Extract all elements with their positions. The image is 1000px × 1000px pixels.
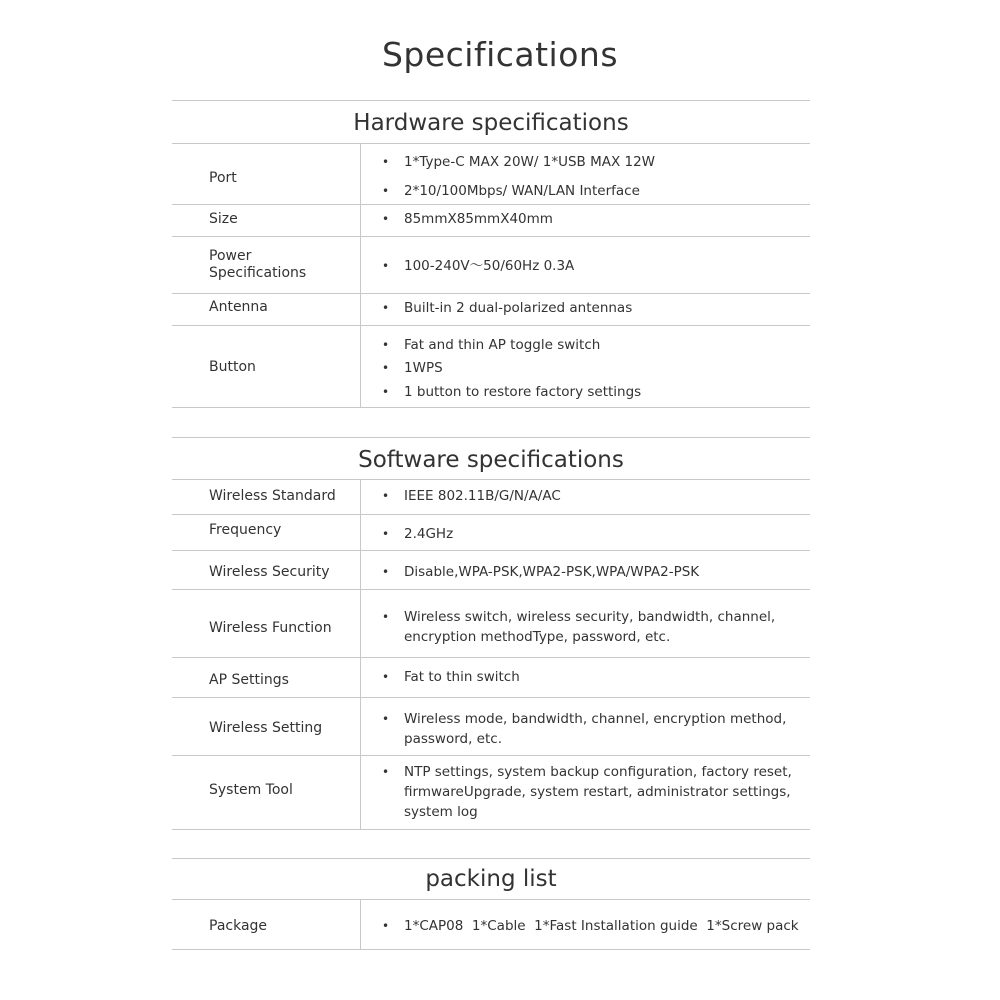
divider bbox=[172, 589, 810, 590]
spec-label-antenna: Antenna bbox=[209, 299, 268, 315]
spec-value: • Wireless mode, bandwidth, channel, encryption method, password, etc. bbox=[382, 711, 787, 747]
bullet-dot-icon: • bbox=[382, 765, 390, 779]
column-divider bbox=[360, 143, 361, 407]
divider bbox=[172, 204, 810, 205]
spec-value: • Fat and thin AP toggle switch bbox=[382, 337, 601, 353]
spec-label-wireless-function: Wireless Function bbox=[209, 620, 332, 636]
spec-label-wireless-setting: Wireless Setting bbox=[209, 720, 323, 736]
divider bbox=[172, 236, 810, 237]
spec-label-button: Button bbox=[209, 359, 256, 375]
bullet-dot-icon: • bbox=[382, 301, 390, 315]
divider bbox=[172, 657, 810, 658]
divider bbox=[172, 143, 810, 144]
divider bbox=[172, 949, 810, 950]
spec-value: • Fat to thin switch bbox=[382, 669, 520, 685]
spec-label-system-tool: System Tool bbox=[209, 782, 293, 798]
divider bbox=[172, 697, 810, 698]
bullet-dot-icon: • bbox=[382, 565, 390, 579]
section-title-software: Software specifications bbox=[358, 447, 624, 473]
bullet-dot-icon: • bbox=[382, 527, 390, 541]
divider bbox=[172, 100, 810, 101]
spec-value: • IEEE 802.11B/G/N/A/AC bbox=[382, 488, 561, 504]
divider bbox=[172, 858, 810, 859]
section-title-packing: packing list bbox=[425, 866, 557, 892]
divider bbox=[172, 437, 810, 438]
divider bbox=[172, 293, 810, 294]
spec-label-wireless-standard: Wireless Standard bbox=[209, 488, 336, 504]
spec-label-wireless-security: Wireless Security bbox=[209, 564, 330, 580]
bullet-dot-icon: • bbox=[382, 610, 390, 624]
section-title-hardware: Hardware specifications bbox=[353, 110, 629, 136]
spec-label-package: Package bbox=[209, 918, 268, 934]
bullet-dot-icon: • bbox=[382, 361, 390, 375]
bullet-dot-icon: • bbox=[382, 338, 390, 352]
spec-value: • 1*Type-C MAX 20W/ 1*USB MAX 12W bbox=[382, 154, 656, 170]
spec-value: • 100-240V～50/60Hz 0.3A bbox=[382, 258, 575, 274]
spec-label-frequency: Frequency bbox=[209, 522, 282, 538]
bullet-dot-icon: • bbox=[382, 489, 390, 503]
spec-label-size: Size bbox=[209, 211, 238, 227]
spec-value: • 2*10/100Mbps/ WAN/LAN Interface bbox=[382, 183, 640, 199]
divider bbox=[172, 755, 810, 756]
spec-value: • Disable,WPA-PSK,WPA2-PSK,WPA/WPA2-PSK bbox=[382, 564, 700, 580]
bullet-dot-icon: • bbox=[382, 919, 390, 933]
spec-label-port: Port bbox=[209, 170, 237, 186]
bullet-dot-icon: • bbox=[382, 184, 390, 198]
divider bbox=[172, 479, 810, 480]
bullet-dot-icon: • bbox=[382, 712, 390, 726]
divider bbox=[172, 407, 810, 408]
column-divider bbox=[360, 479, 361, 829]
spec-value: • 1 button to restore factory settings bbox=[382, 384, 642, 400]
divider bbox=[172, 514, 810, 515]
bullet-dot-icon: • bbox=[382, 259, 390, 273]
spec-value: • Built-in 2 dual-polarized antennas bbox=[382, 300, 633, 316]
spec-value: • 1WPS bbox=[382, 360, 443, 376]
spec-value: • Wireless switch, wireless security, bandwidth, channel, encryption methodType, password, etc. bbox=[382, 609, 776, 645]
bullet-dot-icon: • bbox=[382, 385, 390, 399]
divider bbox=[172, 325, 810, 326]
column-divider bbox=[360, 899, 361, 949]
spec-value: • NTP settings, system backup configuration, factory reset, firmwareUpgrade, system restart, administrator settings, system log bbox=[382, 764, 792, 820]
divider bbox=[172, 550, 810, 551]
divider bbox=[172, 829, 810, 830]
spec-value: • 85mmX85mmX40mm bbox=[382, 211, 553, 227]
spec-label-ap-settings: AP Settings bbox=[209, 672, 289, 688]
bullet-dot-icon: • bbox=[382, 212, 390, 226]
spec-value: • 2.4GHz bbox=[382, 526, 454, 542]
page-title: Specifications bbox=[381, 35, 619, 74]
bullet-dot-icon: • bbox=[382, 670, 390, 684]
divider bbox=[172, 899, 810, 900]
spec-value: • 1*CAP08 1*Cable 1*Fast Installation guide 1*Screw pack bbox=[382, 918, 799, 934]
bullet-dot-icon: • bbox=[382, 155, 390, 169]
spec-label-power: Power Specifications bbox=[209, 248, 307, 281]
